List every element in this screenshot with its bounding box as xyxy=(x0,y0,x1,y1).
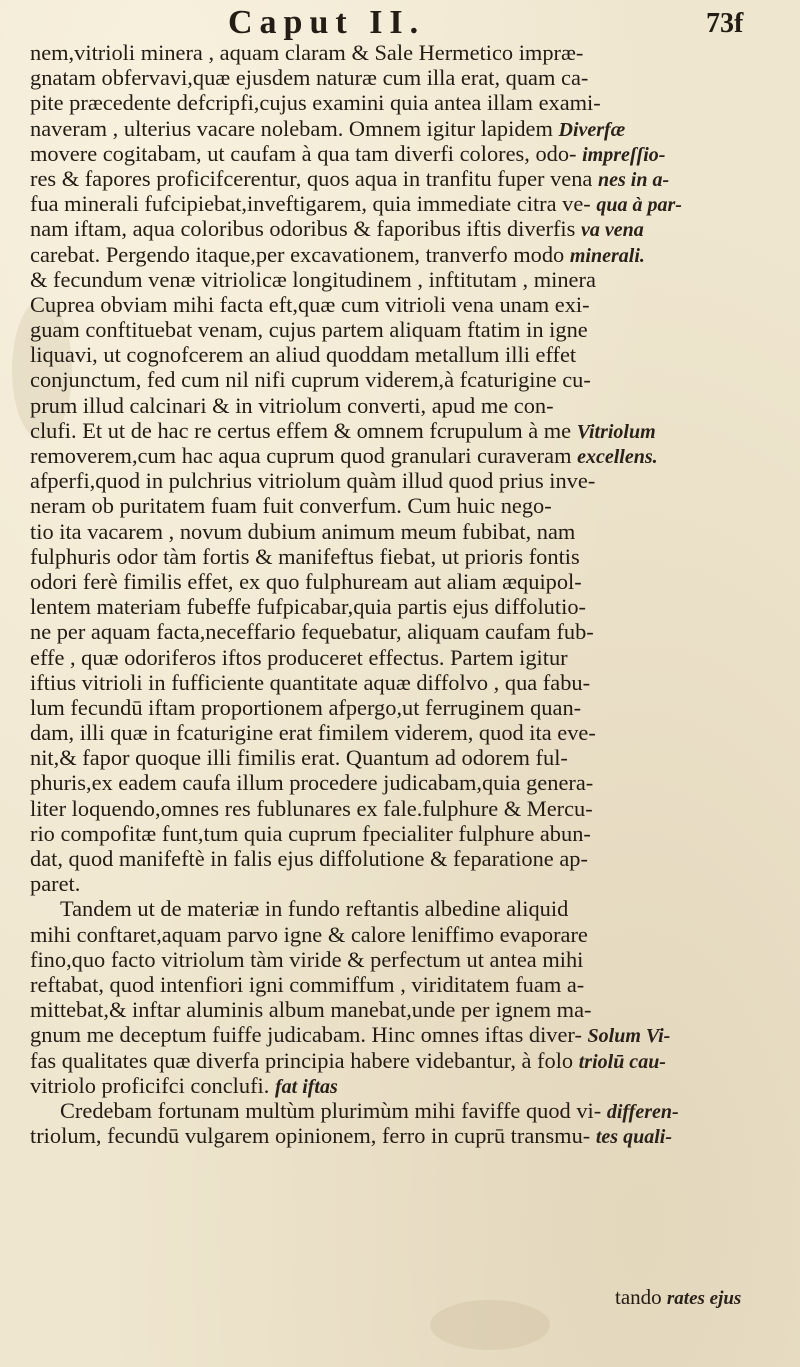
line-text: nam iftam, aqua coloribus odoribus & faporibus iftis diverfis xyxy=(30,216,576,242)
text-line xyxy=(30,267,790,292)
running-head xyxy=(0,2,800,42)
line-text: gnum me deceptum fuiffe judicabam. Hinc omnes iftas diver- xyxy=(30,1022,582,1048)
text-line xyxy=(30,242,790,267)
line-text: carebat. Pergendo itaque,per excavationem, tranverfo modo xyxy=(30,241,565,267)
line-text: liter loquendo,omnes res fublunares ex fale.fulphure & Mercu- xyxy=(30,795,593,821)
line-text: neram ob puritatem fuam fuit converfum. Cum huic nego- xyxy=(30,493,552,519)
text-line xyxy=(30,317,790,342)
text-line xyxy=(30,821,790,846)
line-text: movere cogitabam, ut caufam à qua tam diverfi colores, odo- xyxy=(30,140,577,166)
text-line xyxy=(30,1098,790,1123)
text-line xyxy=(30,65,790,90)
text-line xyxy=(30,670,790,695)
chapter-title: Caput II. xyxy=(228,4,426,41)
text-line xyxy=(30,1022,790,1047)
line-text: removerem,cum hac aqua cuprum quod granulari curaveram xyxy=(30,443,572,468)
text-line xyxy=(30,947,790,972)
text-line xyxy=(30,720,790,745)
text-line xyxy=(30,367,790,392)
line-text: iftius vitrioli in fufficiente quantitate aquæ diffolvo , qua fabu- xyxy=(30,669,591,695)
line-text: fulphuris odor tàm fortis & manifeftus fiebat, ut prioris fontis xyxy=(30,543,580,569)
text-line xyxy=(30,1073,790,1098)
line-text: odori ferè fimilis effet, ex quo fulphuream aut aliam æquipol- xyxy=(30,568,582,594)
catchword-line xyxy=(615,1285,741,1310)
margin-note: Solum Vi- xyxy=(587,1025,671,1048)
line-text: & fecundum venæ vitriolicæ longitudinem , inftitutam , minera xyxy=(30,266,596,292)
line-text: conjunctum, fed cum nil nifi cuprum viderem,à fcaturigine cu- xyxy=(30,367,591,393)
text-line xyxy=(30,1123,790,1148)
text-line xyxy=(30,393,790,418)
text-line xyxy=(30,519,790,544)
line-text: pite præcedente defcripfi,cujus examini quia antea illam exami- xyxy=(30,90,601,116)
line-text: gnatam obfervavi,quæ ejusdem naturæ cum illa erat, quam ca- xyxy=(30,65,589,91)
text-line xyxy=(30,90,790,115)
text-line xyxy=(30,972,790,997)
text-line xyxy=(30,493,790,518)
line-text: triolum, fecundū vulgarem opinionem, ferro in cuprū transmu- xyxy=(30,1123,591,1149)
text-line xyxy=(30,896,790,921)
line-text: reftabat, quod intenfiori igni commiffum , viriditatem fuam a- xyxy=(30,971,585,997)
text-line xyxy=(30,770,790,795)
line-text: afperfi,quod in pulchrius vitriolum quàm illud quod prius inve- xyxy=(30,468,596,494)
text-line xyxy=(30,292,790,317)
text-line xyxy=(30,191,790,216)
margin-note: fat iftas xyxy=(275,1075,338,1098)
line-text: lum fecundū iftam proportionem afpergo,ut ferruginem quan- xyxy=(30,694,582,720)
text-line xyxy=(30,922,790,947)
line-text: Credebam fortunam multùm plurimùm mihi faviffe quod vi- xyxy=(60,1097,602,1123)
line-text: Tandem ut de materiæ in fundo reftantis albedine aliquid xyxy=(60,896,569,922)
margin-note: differen- xyxy=(606,1100,679,1123)
text-line xyxy=(30,166,790,191)
text-line xyxy=(30,443,790,468)
line-text: dam, illi quæ in fcaturigine erat fimilem viderem, quod ita eve- xyxy=(30,720,596,746)
margin-note: impreſſio- xyxy=(582,143,666,166)
text-line xyxy=(30,544,790,569)
text-line xyxy=(30,40,790,65)
paper-stain xyxy=(430,1300,550,1350)
line-text: clufi. Et ut de hac re certus effem & omnem fcrupulum à me xyxy=(30,417,572,443)
page-number: 73f xyxy=(706,8,744,39)
text-line xyxy=(30,695,790,720)
line-text: guam conftituebat venam, cujus partem aliquam ftatim in igne xyxy=(30,317,588,343)
margin-note: Diverfæ xyxy=(558,118,626,141)
text-line xyxy=(30,569,790,594)
line-text: nem,vitrioli minera , aquam claram & Sale Hermetico impræ- xyxy=(30,40,584,65)
line-text: Cuprea obviam mihi facta eft,quæ cum vitrioli vena unam exi- xyxy=(30,291,590,317)
catchword: tando xyxy=(615,1285,662,1309)
line-text: liquavi, ut cognofcerem an aliud quoddam metallum illi effet xyxy=(30,342,577,368)
text-line xyxy=(30,418,790,443)
line-text: fas qualitates quæ diverfa principia habere videbantur, à folo xyxy=(30,1047,574,1073)
margin-note: qua à par- xyxy=(596,194,682,217)
line-text: rio compofitæ funt,tum quia cuprum fpecialiter fulphure abun- xyxy=(30,820,591,846)
margin-note: minerali. xyxy=(569,244,645,267)
line-text: effe , quæ odoriferos iftos produceret effectus. Partem igitur xyxy=(30,644,568,670)
line-text: lentem materiam fubeffe fufpicabar,quia partis ejus diffolutio- xyxy=(30,594,586,620)
line-text: ne per aquam facta,neceffario fequebatur, aliquam caufam fub- xyxy=(30,619,594,645)
line-text: fua minerali fufcipiebat,inveftigarem, quia immediate citra ve- xyxy=(30,191,591,217)
text-line xyxy=(30,468,790,493)
margin-note: triolū cau- xyxy=(578,1050,666,1073)
text-line xyxy=(30,846,790,871)
line-text: mihi conftaret,aquam parvo igne & calore leniffimo evaporare xyxy=(30,921,588,947)
line-text: paret. xyxy=(30,871,81,897)
text-line xyxy=(30,1048,790,1073)
line-text: mittebat,& inftar aluminis album manebat,unde per ignem ma- xyxy=(30,997,592,1023)
text-line xyxy=(30,619,790,644)
text-line xyxy=(30,116,790,141)
text-line xyxy=(30,594,790,619)
margin-note: nes in a- xyxy=(597,168,670,191)
text-line xyxy=(30,141,790,166)
line-text: prum illud calcinari & in vitriolum converti, apud me con- xyxy=(30,392,554,418)
margin-note: excellens. xyxy=(577,446,658,468)
margin-note: rates ejus xyxy=(666,1288,742,1309)
text-line xyxy=(30,342,790,367)
text-line xyxy=(30,871,790,896)
text-line xyxy=(30,997,790,1022)
text-line xyxy=(30,216,790,241)
text-line xyxy=(30,745,790,770)
margin-note: va vena xyxy=(580,219,644,242)
line-text: fino,quo facto vitriolum tàm viride & perfectum ut antea mihi xyxy=(30,946,584,972)
margin-note: tes quali- xyxy=(595,1126,672,1149)
line-text: res & fapores proficifcerentur, quos aqua in tranfitu fuper vena xyxy=(30,165,593,191)
line-text: vitriolo proficifci conclufi. xyxy=(30,1072,270,1098)
line-text: nit,& fapor quoque illi fimilis erat. Quantum ad odorem ful- xyxy=(30,745,568,771)
line-text: phuris,ex eadem caufa illum procedere judicabam,quia genera- xyxy=(30,770,594,796)
line-text: dat, quod manifeftè in falis ejus diffolutione & feparatione ap- xyxy=(30,846,588,871)
line-text: naveram , ulterius vacare nolebam. Omnem igitur lapidem xyxy=(30,115,553,141)
text-line xyxy=(30,645,790,670)
body-text xyxy=(30,40,790,1148)
line-text: tio ita vacarem , novum dubium animum meum fubibat, nam xyxy=(30,518,576,544)
margin-note: Vitriolum xyxy=(576,420,656,443)
text-line xyxy=(30,796,790,821)
